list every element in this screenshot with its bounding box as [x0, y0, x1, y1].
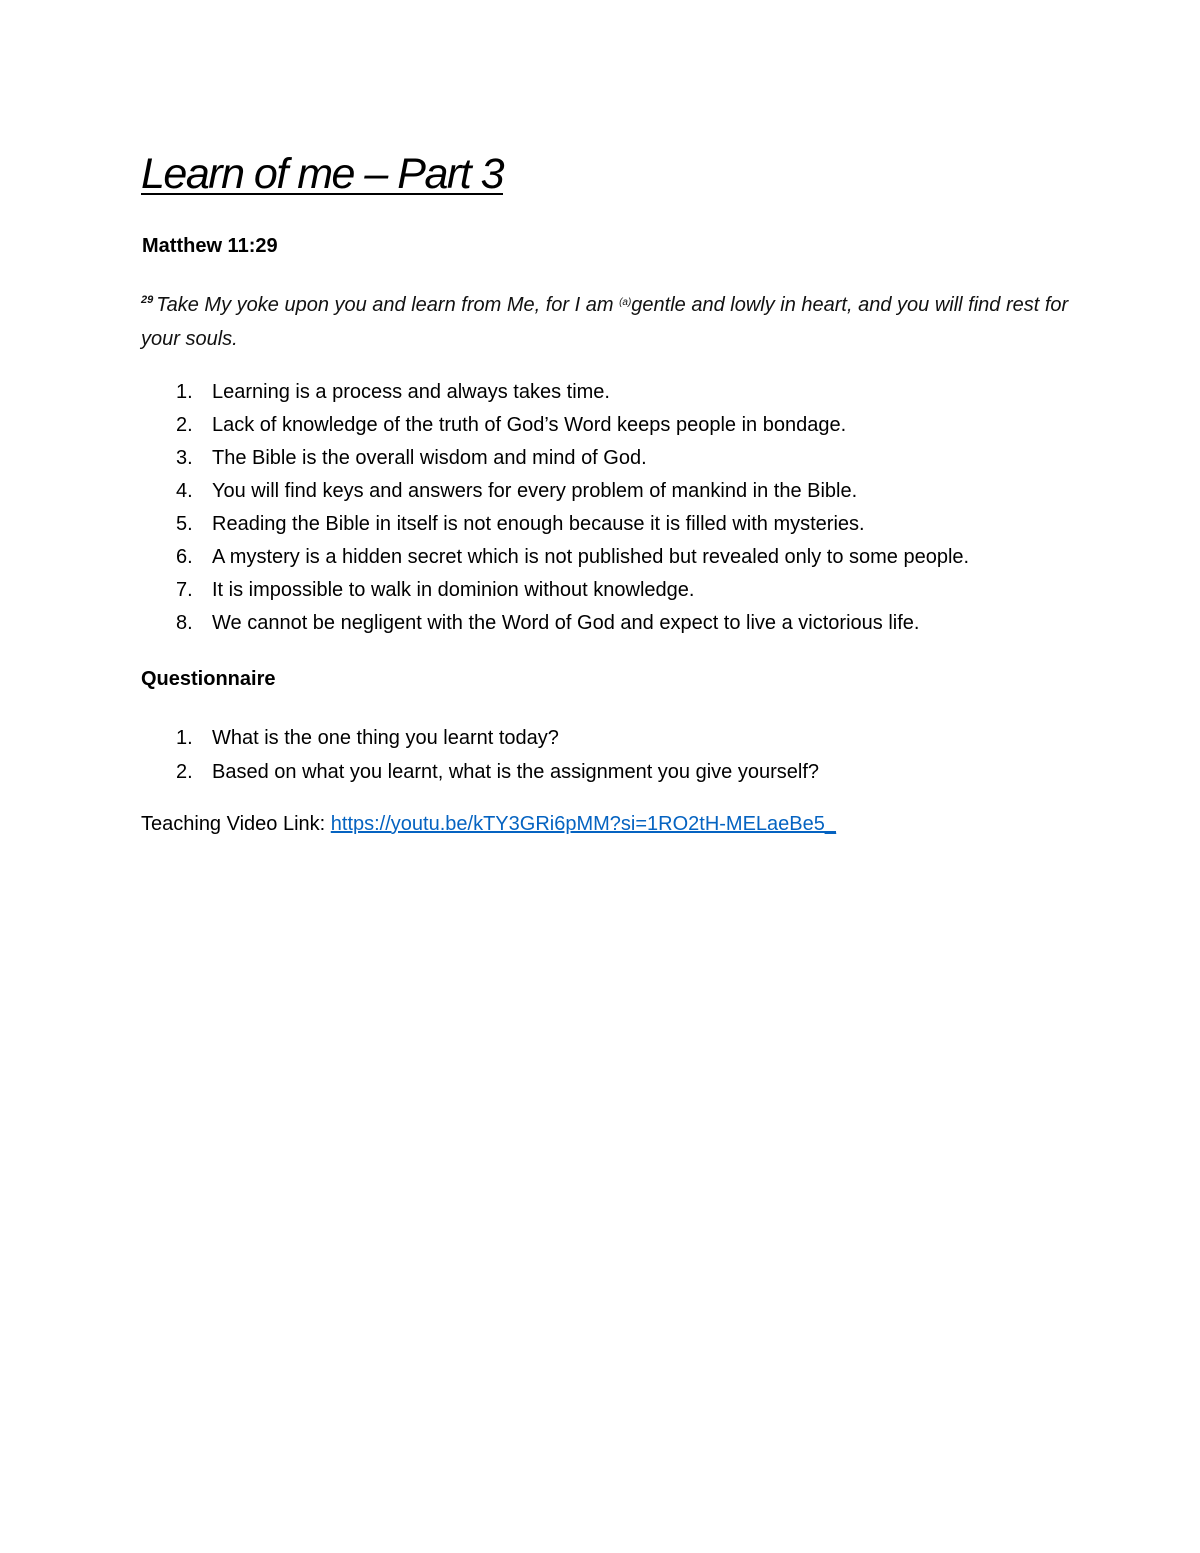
questionnaire-heading: Questionnaire: [141, 668, 276, 690]
question-item: [141, 721, 819, 755]
video-link[interactable]: https://youtu.be/kTY3GRi6pMM?si=1RO2tH-MELaeBe5_: [330, 813, 836, 835]
list-item: [141, 508, 969, 541]
question-number: 2.: [176, 761, 193, 783]
question-number: 1.: [176, 727, 193, 749]
verse-text: [141, 288, 1081, 356]
list-item: [141, 442, 969, 475]
verse-number: 29: [141, 294, 154, 306]
list-item: [141, 475, 969, 508]
video-link-label: Teaching Video Link:: [141, 813, 331, 835]
list-item: [141, 376, 969, 409]
scripture-reference: Matthew 11:29: [142, 235, 278, 257]
list-text: Reading the Bible in itself is not enough because it is filled with mysteries.: [212, 513, 865, 535]
list-number: 2.: [176, 414, 193, 436]
questionnaire-list: [141, 721, 819, 789]
question-text: Based on what you learnt, what is the assignment you give yourself?: [212, 761, 820, 783]
list-text: It is impossible to walk in dominion without knowledge.: [212, 579, 695, 601]
list-text: The Bible is the overall wisdom and mind of God.: [212, 447, 647, 469]
list-number: 8.: [176, 612, 193, 634]
list-item: [141, 574, 969, 607]
list-number: 3.: [176, 447, 193, 469]
list-number: 4.: [176, 480, 193, 502]
list-item: [141, 607, 969, 640]
list-text: Learning is a process and always takes time.: [212, 381, 610, 403]
list-number: 7.: [176, 579, 193, 601]
video-link-line: [141, 813, 836, 836]
list-text: Lack of knowledge of the truth of God’s Word keeps people in bondage.: [212, 414, 847, 436]
question-item: [141, 755, 819, 789]
list-item: [141, 541, 969, 574]
list-item: [141, 409, 969, 442]
page-title: Learn of me – Part 3: [141, 150, 503, 198]
verse-text-after: gentle and lowly in heart, and you will find rest for your souls.: [141, 294, 1069, 350]
list-number: 6.: [176, 546, 193, 568]
verse-text-before: Take My yoke upon you and learn from Me, for I am: [156, 294, 620, 316]
list-text: A mystery is a hidden secret which is not published but revealed only to some people.: [212, 546, 970, 568]
list-number: 1.: [176, 381, 193, 403]
verse-footnote-ref: (a): [619, 297, 632, 308]
list-number: 5.: [176, 513, 193, 535]
list-text: You will find keys and answers for every problem of mankind in the Bible.: [212, 480, 858, 502]
question-text: What is the one thing you learnt today?: [212, 727, 559, 749]
teaching-points-list: [141, 376, 969, 640]
list-text: We cannot be negligent with the Word of God and expect to live a victorious life.: [212, 612, 920, 634]
